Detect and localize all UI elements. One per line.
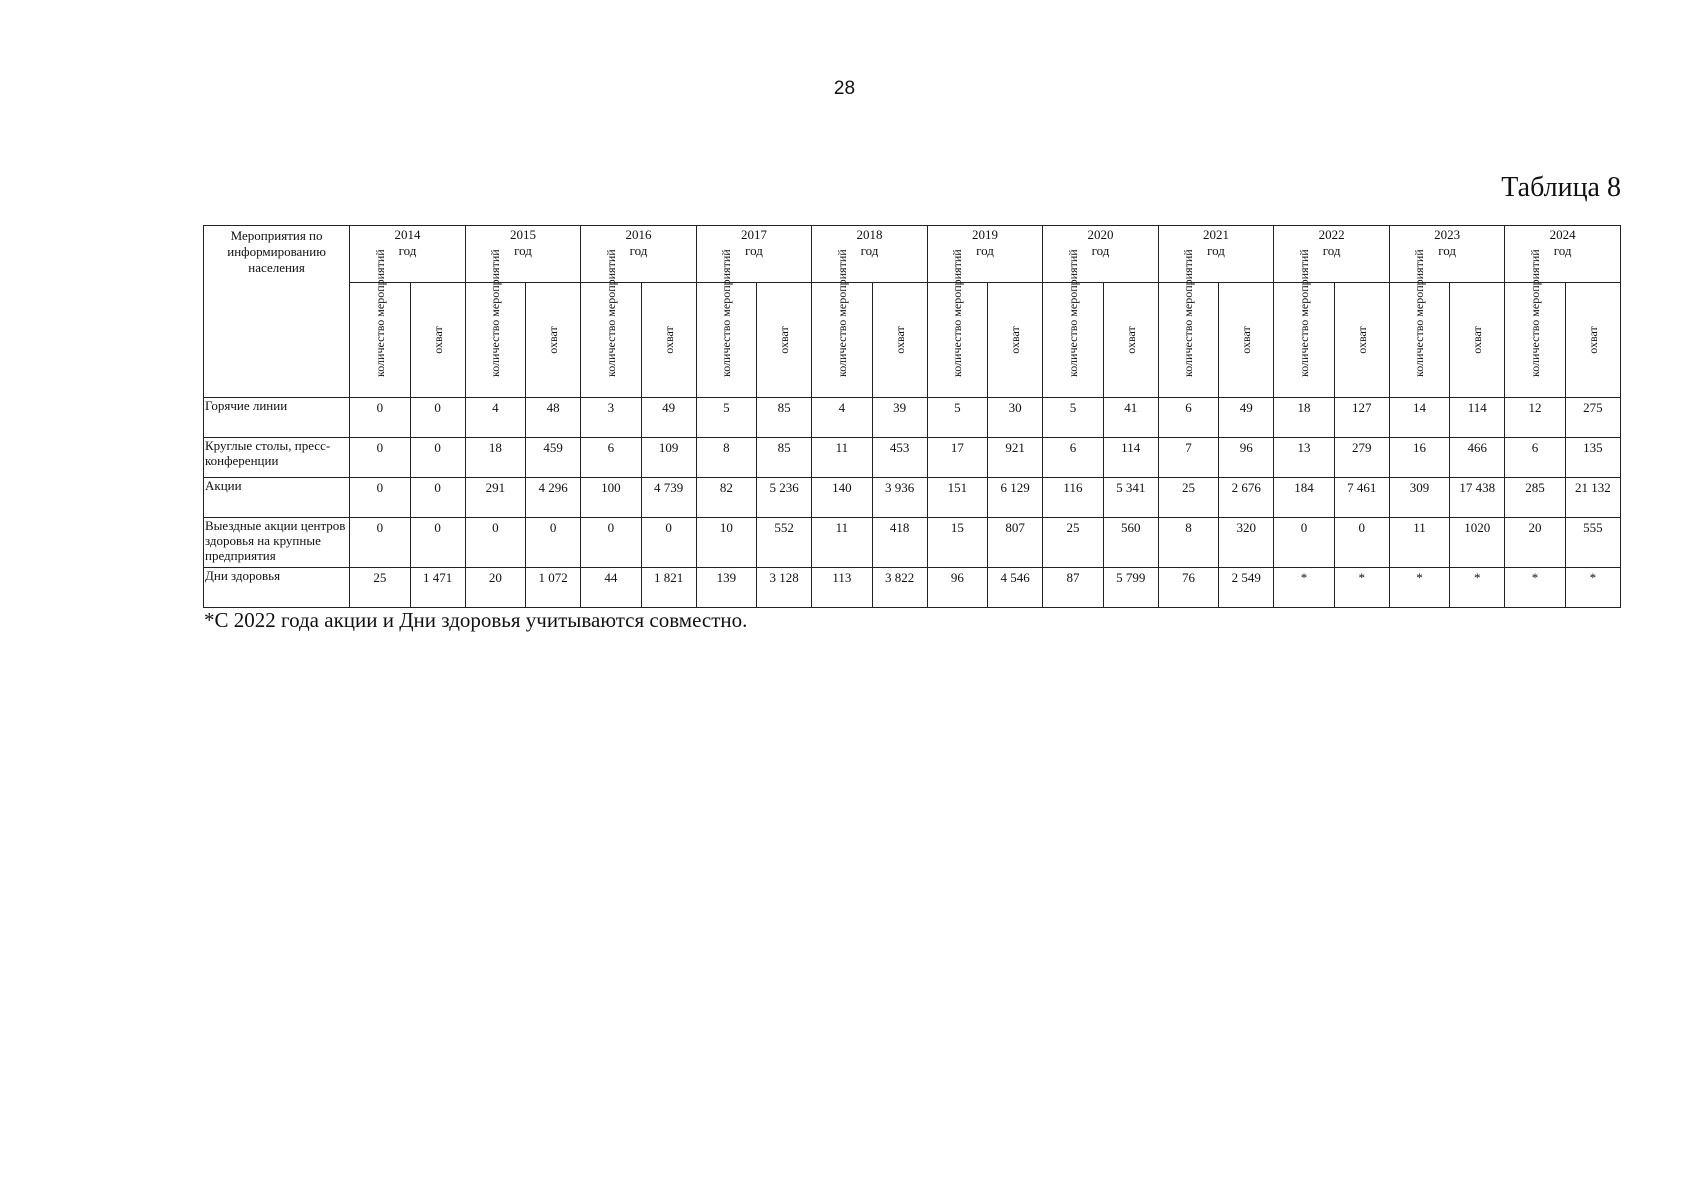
count-header-2021 xyxy=(1158,249,1218,398)
table-cell: 25 xyxy=(1158,478,1218,518)
table-cell: 1020 xyxy=(1450,518,1505,568)
year-header-2021 xyxy=(1158,226,1274,283)
year-label: 2024 xyxy=(1549,227,1576,242)
reach-header-label: охват xyxy=(1123,326,1138,354)
table-cell: 17 xyxy=(927,438,987,478)
table-cell: 13 xyxy=(1274,438,1334,478)
table-cell: 555 xyxy=(1565,518,1620,568)
table-cell: 0 xyxy=(410,438,465,478)
page-number: 28 xyxy=(833,78,856,99)
table-cell: 418 xyxy=(872,518,927,568)
table-cell: 85 xyxy=(757,438,812,478)
events-table xyxy=(203,225,1621,608)
count-header-label: количество мероприятий xyxy=(950,249,965,377)
year-header-2024 xyxy=(1505,226,1621,283)
year-suffix: год xyxy=(1207,243,1225,258)
year-label: 2023 xyxy=(1434,227,1461,242)
table-cell: 49 xyxy=(641,398,696,438)
count-header-2015 xyxy=(465,249,525,398)
table-cell: 0 xyxy=(1274,518,1334,568)
table-cell: 18 xyxy=(465,438,525,478)
reach-header-label: охват xyxy=(1470,326,1485,354)
table-cell: 466 xyxy=(1450,438,1505,478)
year-header-2014 xyxy=(350,226,466,283)
table-cell: 4 739 xyxy=(641,478,696,518)
table-cell: 285 xyxy=(1505,478,1565,518)
table-cell: 8 xyxy=(1158,518,1218,568)
year-label: 2014 xyxy=(394,227,421,242)
table-cell: 560 xyxy=(1103,518,1158,568)
table-cell: 11 xyxy=(812,438,872,478)
table-cell: * xyxy=(1334,568,1389,608)
reach-header-2017 xyxy=(757,283,812,398)
table-cell: * xyxy=(1505,568,1565,608)
table-cell: 5 xyxy=(1043,398,1103,438)
table-cell: 275 xyxy=(1565,398,1620,438)
table-cell: 6 xyxy=(581,438,641,478)
count-header-label: количество мероприятий xyxy=(1412,249,1427,377)
table-cell: 135 xyxy=(1565,438,1620,478)
table-cell: 11 xyxy=(812,518,872,568)
table-cell: 4 xyxy=(812,398,872,438)
table-cell: 5 xyxy=(927,398,987,438)
table-cell: 21 132 xyxy=(1565,478,1620,518)
table-cell: 12 xyxy=(1505,398,1565,438)
table-row xyxy=(204,518,1621,568)
table-cell: 4 546 xyxy=(988,568,1043,608)
table-cell: 1 072 xyxy=(526,568,581,608)
reach-header-2023 xyxy=(1450,283,1505,398)
row-label: Круглые столы, пресс-конференции xyxy=(204,438,350,478)
table-cell: 0 xyxy=(1334,518,1389,568)
table-row xyxy=(204,478,1621,518)
table-cell: 5 799 xyxy=(1103,568,1158,608)
table-row xyxy=(204,398,1621,438)
year-suffix: год xyxy=(1322,243,1341,258)
reach-header-2022 xyxy=(1334,283,1389,398)
table-cell: * xyxy=(1274,568,1334,608)
table-cell: 807 xyxy=(988,518,1043,568)
table-cell: 116 xyxy=(1043,478,1103,518)
year-label: 2016 xyxy=(625,227,652,242)
table-cell: 14 xyxy=(1389,398,1449,438)
table-cell: 5 236 xyxy=(757,478,812,518)
table-cell: 552 xyxy=(757,518,812,568)
table-cell: 4 296 xyxy=(526,478,581,518)
count-header-2023 xyxy=(1389,249,1449,398)
table-cell: 184 xyxy=(1274,478,1334,518)
table-footnote: *С 2022 года акции и Дни здоровья учитываются совместно. xyxy=(204,608,748,632)
table-cell: 17 438 xyxy=(1450,478,1505,518)
count-header-label: количество мероприятий xyxy=(1296,249,1311,377)
row-label: Акции xyxy=(204,478,350,518)
reach-header-label: охват xyxy=(777,326,792,354)
table-cell: 6 xyxy=(1505,438,1565,478)
reach-header-label: охват xyxy=(892,326,907,354)
table-cell: 0 xyxy=(581,518,641,568)
table-cell: 30 xyxy=(988,398,1043,438)
table-cell: 279 xyxy=(1334,438,1389,478)
table-cell: 7 xyxy=(1158,438,1218,478)
reach-header-label: охват xyxy=(1585,326,1600,354)
row-label: Горячие линии xyxy=(204,398,350,438)
table-cell: 85 xyxy=(757,398,812,438)
table-cell: 6 xyxy=(1043,438,1103,478)
reach-header-2015 xyxy=(526,283,581,398)
reach-header-2021 xyxy=(1219,283,1274,398)
table-cell: 6 xyxy=(1158,398,1218,438)
table-cell: 0 xyxy=(350,478,410,518)
table-cell: 20 xyxy=(465,568,525,608)
reach-header-2020 xyxy=(1103,283,1158,398)
year-header-2017 xyxy=(696,226,812,283)
table-cell: 10 xyxy=(696,518,756,568)
table-cell: 48 xyxy=(526,398,581,438)
table-cell: 1 471 xyxy=(410,568,465,608)
year-label: 2019 xyxy=(972,227,999,242)
count-header-label: количество мероприятий xyxy=(1528,249,1542,377)
table-cell: 49 xyxy=(1219,398,1274,438)
table-cell: 87 xyxy=(1043,568,1103,608)
year-label: 2018 xyxy=(856,227,883,242)
year-suffix: год xyxy=(860,243,879,258)
reach-header-label: охват xyxy=(1008,326,1023,354)
year-suffix: год xyxy=(629,243,648,258)
table-cell: 1 821 xyxy=(641,568,696,608)
table-cell: 4 xyxy=(465,398,525,438)
table-cell: 0 xyxy=(526,518,581,568)
year-header-2022 xyxy=(1274,226,1390,283)
table-cell: 109 xyxy=(641,438,696,478)
table-cell: 3 xyxy=(581,398,641,438)
table-cell: 453 xyxy=(872,438,927,478)
table-cell: 11 xyxy=(1389,518,1449,568)
count-header-2016 xyxy=(581,249,641,398)
table-row xyxy=(204,568,1621,608)
row-label: Выездные акции центров здоровья на крупные предприятия xyxy=(204,518,350,568)
count-header-2014 xyxy=(350,249,410,398)
table-cell: 0 xyxy=(350,398,410,438)
year-label: 2017 xyxy=(740,227,767,242)
table-cell: 151 xyxy=(927,478,987,518)
year-header-2016 xyxy=(581,226,697,283)
table-cell: * xyxy=(1565,568,1620,608)
table-cell: 114 xyxy=(1103,438,1158,478)
count-header-2017 xyxy=(696,249,756,398)
reach-header-label: охват xyxy=(430,326,445,354)
table-cell: 5 xyxy=(696,398,756,438)
count-header-2022 xyxy=(1274,249,1334,398)
year-label: 2022 xyxy=(1318,227,1345,242)
table-cell: 113 xyxy=(812,568,872,608)
table-cell: 459 xyxy=(526,438,581,478)
table-cell: 20 xyxy=(1505,518,1565,568)
year-suffix: год xyxy=(1091,243,1110,258)
table-cell: 18 xyxy=(1274,398,1334,438)
table-cell: 6 129 xyxy=(988,478,1043,518)
table-cell: * xyxy=(1450,568,1505,608)
count-header-2024 xyxy=(1505,249,1565,398)
reach-header-2019 xyxy=(988,283,1043,398)
table-cell: 25 xyxy=(1043,518,1103,568)
year-header-2018 xyxy=(812,226,928,283)
year-label: 2015 xyxy=(509,227,536,242)
table-cell: 114 xyxy=(1450,398,1505,438)
table-row xyxy=(204,438,1621,478)
table-cell: 7 461 xyxy=(1334,478,1389,518)
table-cell: 3 128 xyxy=(757,568,812,608)
table-cell: 0 xyxy=(410,478,465,518)
year-suffix: год xyxy=(745,243,763,258)
table-cell: 139 xyxy=(696,568,756,608)
table-cell: 0 xyxy=(410,518,465,568)
table-cell: 41 xyxy=(1103,398,1158,438)
row-label: Дни здоровья xyxy=(204,568,350,608)
table-cell: 96 xyxy=(1219,438,1274,478)
count-header-2018 xyxy=(812,249,872,398)
table-cell: 96 xyxy=(927,568,987,608)
reach-header-label: охват xyxy=(661,326,676,354)
table-cell: 921 xyxy=(988,438,1043,478)
count-header-label: количество мероприятий xyxy=(1181,249,1196,377)
year-header-2019 xyxy=(927,226,1043,283)
count-header-label: количество мероприятий xyxy=(488,249,503,377)
count-header-label: количество мероприятий xyxy=(834,249,849,377)
table-cell: 3 822 xyxy=(872,568,927,608)
table-cell: 3 936 xyxy=(872,478,927,518)
count-header-label: количество мероприятий xyxy=(1065,249,1080,377)
table-cell: 320 xyxy=(1219,518,1274,568)
count-header-label: количество мероприятий xyxy=(603,249,618,377)
table-cell: 16 xyxy=(1389,438,1449,478)
table-cell: 15 xyxy=(927,518,987,568)
row-header-events: Мероприятия по информированию населения xyxy=(204,226,350,398)
count-header-2019 xyxy=(927,249,987,398)
table-cell: 82 xyxy=(696,478,756,518)
table-cell: 2 549 xyxy=(1219,568,1274,608)
reach-header-label: охват xyxy=(1239,326,1254,354)
table-cell: 0 xyxy=(350,518,410,568)
table-cell: 0 xyxy=(641,518,696,568)
year-header-2015 xyxy=(465,226,581,283)
count-header-label: количество мероприятий xyxy=(372,249,387,377)
table-cell: 39 xyxy=(872,398,927,438)
count-header-2020 xyxy=(1043,249,1103,398)
reach-header-2016 xyxy=(641,283,696,398)
table-cell: 100 xyxy=(581,478,641,518)
count-header-label: количество мероприятий xyxy=(719,249,734,377)
year-suffix: год xyxy=(514,243,532,258)
year-header-2020 xyxy=(1043,226,1159,283)
year-label: 2021 xyxy=(1203,227,1230,242)
table-cell: 76 xyxy=(1158,568,1218,608)
year-suffix: год xyxy=(976,243,994,258)
reach-header-2014 xyxy=(410,283,465,398)
table-cell: 8 xyxy=(696,438,756,478)
table-caption: Таблица 8 xyxy=(1501,172,1621,203)
reach-header-label: охват xyxy=(1354,326,1369,354)
table-cell: 127 xyxy=(1334,398,1389,438)
table-cell: 0 xyxy=(410,398,465,438)
year-label: 2020 xyxy=(1087,227,1114,242)
year-suffix: год xyxy=(398,243,417,258)
table-cell: 309 xyxy=(1389,478,1449,518)
table-cell: 25 xyxy=(350,568,410,608)
table-cell: 5 341 xyxy=(1103,478,1158,518)
table-cell: 140 xyxy=(812,478,872,518)
reach-header-label: охват xyxy=(546,326,561,354)
table-cell: * xyxy=(1389,568,1449,608)
year-header-2023 xyxy=(1389,226,1505,283)
reach-header-2024 xyxy=(1565,283,1620,398)
table-cell: 2 676 xyxy=(1219,478,1274,518)
year-suffix: год xyxy=(1553,243,1572,258)
table-cell: 44 xyxy=(581,568,641,608)
table-cell: 0 xyxy=(350,438,410,478)
table-cell: 291 xyxy=(465,478,525,518)
year-suffix: год xyxy=(1438,243,1456,258)
reach-header-2018 xyxy=(872,283,927,398)
table-cell: 0 xyxy=(465,518,525,568)
